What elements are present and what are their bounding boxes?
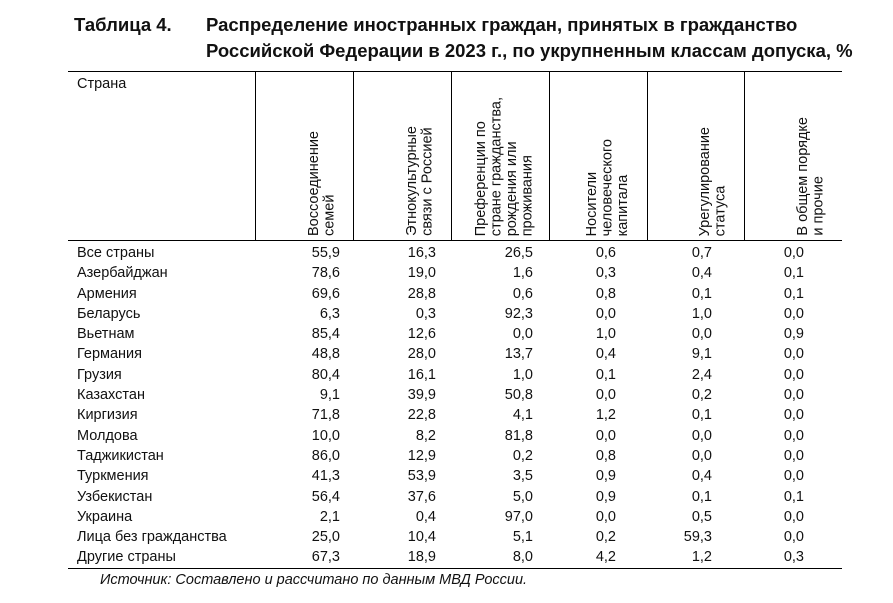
- value-cell: 0,3: [744, 547, 842, 568]
- value-cell: 1,2: [647, 547, 744, 568]
- value-cell: 0,0: [783, 407, 804, 424]
- column-header-line: проживания: [519, 154, 536, 236]
- table-body: [68, 241, 842, 569]
- value-cell: 0,0: [691, 427, 712, 444]
- value-cell: 19,0: [407, 265, 436, 282]
- country-cell: Армения: [77, 285, 137, 302]
- value-cell: 92,3: [504, 305, 533, 322]
- value-cell: 0,0: [783, 468, 804, 485]
- country-cell: Азербайджан: [77, 265, 168, 282]
- value-cell: 0,9: [783, 326, 804, 343]
- value-cell: 0,4: [415, 508, 436, 525]
- value-cell: 0,3: [415, 305, 436, 322]
- value-cell: 8,2: [415, 427, 436, 444]
- table-row: [68, 446, 842, 466]
- value-cell: 85,4: [311, 326, 340, 343]
- value-cell: 0,8: [595, 447, 616, 464]
- column-header: [353, 72, 451, 241]
- table-number-label: Таблица 4.: [74, 14, 172, 35]
- value-cell: 0,4: [691, 468, 712, 485]
- value-cell: 0,2: [595, 529, 616, 546]
- column-header-text: [405, 120, 436, 236]
- country-cell: Вьетнам: [77, 326, 135, 343]
- value-cell: 6,3: [319, 305, 340, 322]
- table-row: [68, 263, 842, 283]
- column-header-text: [474, 91, 536, 236]
- table-row: [68, 385, 842, 405]
- value-cell: 56,4: [311, 488, 340, 505]
- table-row: [68, 365, 842, 385]
- value-cell: 0,4: [691, 265, 712, 282]
- column-header-text: [796, 111, 827, 236]
- country-cell: Лица без гражданства: [77, 529, 227, 546]
- country-cell: Киргизия: [77, 407, 138, 424]
- value-cell: 0,0: [783, 447, 804, 464]
- value-cell: 1,2: [595, 407, 616, 424]
- value-cell: 55,9: [311, 245, 340, 261]
- table-caption-line-2: Российской Федерации в 2023 г., по укрупненным классам допуска, %: [206, 40, 853, 61]
- value-cell: 4,1: [512, 407, 533, 424]
- country-cell: Молдова: [77, 427, 138, 444]
- value-cell: 26,5: [504, 245, 533, 261]
- country-cell: Узбекистан: [77, 488, 153, 505]
- column-header-line: капитала: [614, 174, 631, 236]
- value-cell: 0,0: [783, 245, 804, 261]
- table-row: [68, 344, 842, 364]
- column-header: [744, 72, 842, 241]
- column-header-line: человеческого: [599, 138, 616, 236]
- value-cell: 48,8: [311, 346, 340, 363]
- column-header-line: и прочие: [810, 176, 827, 236]
- value-cell: 0,9: [595, 468, 616, 485]
- column-header-line: Воссоединение: [305, 130, 322, 236]
- value-cell: 0,1: [691, 407, 712, 424]
- table-caption-line-1: Распределение иностранных граждан, принятых в гражданство: [206, 14, 798, 35]
- country-cell: Все страны: [77, 245, 155, 261]
- value-cell: 0,0: [595, 508, 616, 525]
- value-cell: 4,2: [549, 547, 647, 568]
- column-header-line: В общем порядке: [794, 117, 811, 236]
- table-row: [68, 507, 842, 527]
- column-header-line: семей: [321, 194, 337, 236]
- table-row: [68, 426, 842, 446]
- table-row: [68, 241, 842, 264]
- value-cell: 0,0: [783, 346, 804, 363]
- value-cell: 0,7: [691, 245, 712, 261]
- value-cell: 71,8: [311, 407, 340, 424]
- value-cell: 0,0: [783, 305, 804, 322]
- column-header-line: связи с Россией: [419, 127, 435, 236]
- value-cell: 69,6: [311, 285, 340, 302]
- value-cell: 9,1: [691, 346, 712, 363]
- column-header: [549, 72, 647, 241]
- value-cell: 39,9: [407, 387, 436, 404]
- value-cell: 0,0: [595, 427, 616, 444]
- value-cell: 0,0: [691, 326, 712, 343]
- value-cell: 2,4: [691, 366, 712, 383]
- value-cell: 8,0: [451, 547, 549, 568]
- column-header: [647, 72, 744, 241]
- value-cell: 18,9: [353, 547, 451, 568]
- header-row: [68, 72, 842, 241]
- value-cell: 0,2: [512, 447, 533, 464]
- table-row: [68, 304, 842, 324]
- column-header-text: [307, 125, 338, 236]
- value-cell: 1,6: [512, 265, 533, 282]
- source-note: Источник: Составлено и рассчитано по данным МВД России.: [100, 572, 528, 588]
- column-header-line: статуса: [712, 185, 729, 236]
- value-cell: 0,3: [595, 265, 616, 282]
- value-cell: 0,9: [595, 488, 616, 505]
- value-cell: 0,0: [691, 447, 712, 464]
- value-cell: 0,8: [595, 285, 616, 302]
- table-row: [68, 466, 842, 486]
- table-row: [68, 284, 842, 304]
- table-row: [68, 405, 842, 425]
- table-row: [68, 547, 842, 568]
- value-cell: 81,8: [504, 427, 533, 444]
- value-cell: 0,1: [783, 265, 804, 282]
- column-header-line: Носители: [583, 171, 600, 236]
- value-cell: 0,6: [512, 285, 533, 302]
- value-cell: 0,0: [595, 387, 616, 404]
- column-header: [451, 72, 549, 241]
- value-cell: 0,0: [783, 366, 804, 383]
- value-cell: 16,3: [407, 245, 436, 261]
- column-header-line: рождения или: [504, 141, 520, 236]
- value-cell: 22,8: [407, 407, 436, 424]
- country-cell: Другие страны: [68, 547, 255, 568]
- value-cell: 0,0: [783, 508, 804, 525]
- country-cell: Туркмения: [77, 468, 149, 485]
- column-header-line: Урегулирование: [697, 126, 713, 236]
- country-cell: Украина: [77, 508, 133, 525]
- value-cell: 0,1: [691, 285, 712, 302]
- value-cell: 1,0: [595, 326, 616, 343]
- value-cell: 41,3: [311, 468, 340, 485]
- country-column-header: Страна: [68, 72, 255, 241]
- column-header-line: стране гражданства,: [488, 96, 505, 236]
- value-cell: 10,0: [311, 427, 340, 444]
- value-cell: 97,0: [504, 508, 533, 525]
- value-cell: 80,4: [311, 366, 340, 383]
- country-cell: Грузия: [77, 366, 122, 383]
- value-cell: 78,6: [311, 265, 340, 282]
- value-cell: 16,1: [407, 366, 436, 383]
- table-caption: [206, 12, 853, 64]
- column-header-line: Этнокультурные: [403, 126, 420, 236]
- value-cell: 0,1: [595, 366, 616, 383]
- value-cell: 0,0: [783, 387, 804, 404]
- column-header-text: [585, 133, 632, 236]
- value-cell: 86,0: [311, 447, 340, 464]
- country-cell: Таджикистан: [77, 447, 164, 464]
- value-cell: 12,9: [407, 447, 436, 464]
- data-table: [68, 71, 842, 569]
- value-cell: 0,0: [512, 326, 533, 343]
- value-cell: 67,3: [255, 547, 353, 568]
- table-row: [68, 527, 842, 547]
- value-cell: 37,6: [407, 488, 436, 505]
- table-row: [68, 324, 842, 344]
- value-cell: 2,1: [319, 508, 340, 525]
- column-header-text: [698, 121, 729, 236]
- country-cell: Беларусь: [77, 305, 141, 322]
- value-cell: 0,4: [595, 346, 616, 363]
- value-cell: 0,2: [691, 387, 712, 404]
- value-cell: 0,0: [783, 427, 804, 444]
- value-cell: 9,1: [319, 387, 340, 404]
- value-cell: 5,0: [512, 488, 533, 505]
- value-cell: 0,0: [595, 305, 616, 322]
- value-cell: 59,3: [683, 529, 712, 546]
- column-header-line: Преференции по: [473, 120, 489, 236]
- country-cell: Казахстан: [77, 387, 145, 404]
- value-cell: 0,0: [783, 529, 804, 546]
- value-cell: 50,8: [504, 387, 533, 404]
- value-cell: 0,5: [691, 508, 712, 525]
- value-cell: 3,5: [512, 468, 533, 485]
- value-cell: 5,1: [512, 529, 533, 546]
- column-header: [255, 72, 353, 241]
- value-cell: 28,0: [407, 346, 436, 363]
- value-cell: 13,7: [504, 346, 533, 363]
- value-cell: 12,6: [407, 326, 436, 343]
- table-row: [68, 487, 842, 507]
- country-cell: Германия: [77, 346, 143, 363]
- value-cell: 0,1: [783, 488, 804, 505]
- value-cell: 0,1: [783, 285, 804, 302]
- value-cell: 1,0: [512, 366, 533, 383]
- value-cell: 53,9: [407, 468, 436, 485]
- value-cell: 28,8: [407, 285, 436, 302]
- value-cell: 25,0: [311, 529, 340, 546]
- value-cell: 10,4: [407, 529, 436, 546]
- value-cell: 0,6: [595, 245, 616, 261]
- value-cell: 1,0: [691, 305, 712, 322]
- value-cell: 0,1: [691, 488, 712, 505]
